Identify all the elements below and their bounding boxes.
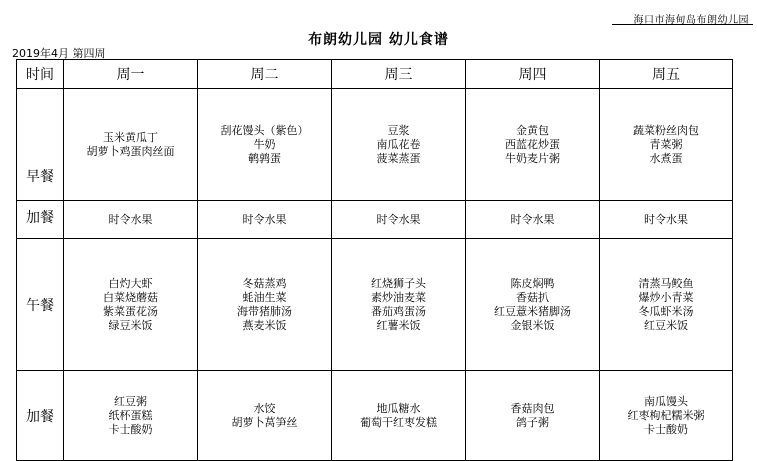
meal-label: 加餐: [17, 201, 64, 239]
dish-item: 水煮蛋: [649, 151, 683, 165]
dish-item: 红薯米饭: [376, 318, 421, 332]
dish-item: 紫菜蛋花汤: [103, 304, 158, 318]
dish-item: 金黄包: [516, 123, 549, 137]
dish-item: 清蒸马鲛鱼: [638, 276, 694, 290]
menu-cell: [198, 239, 332, 371]
menu-cell: [332, 89, 466, 201]
dish-item: 牛奶: [253, 137, 276, 151]
menu-cell: [466, 201, 600, 239]
meal-row-snack-afternoon: [17, 371, 733, 461]
dish-item: 香菇肉包: [510, 401, 555, 415]
dish-item: 时令水果: [644, 212, 688, 226]
dish-item: 番茄鸡蛋汤: [371, 304, 426, 318]
dish-item: 时令水果: [510, 212, 555, 226]
week-label: 2019年4月 第四周: [12, 47, 106, 60]
dish-item: 海带猪肺汤: [237, 304, 292, 318]
header-rule: [612, 24, 753, 25]
dish-item: 素炒油麦菜: [371, 290, 426, 304]
dish-item: 冬瓜虾米汤: [638, 304, 694, 318]
kindergarten-address-header: 海口市海甸岛布朗幼儿园: [633, 15, 749, 26]
dish-item: 牛奶麦片粥: [505, 151, 560, 165]
meal-row-snack-morning: [17, 201, 733, 239]
dish-item: 南瓜馒头: [644, 394, 688, 408]
menu-cell: [198, 201, 332, 239]
menu-cell: [332, 201, 466, 239]
meal-label: 午餐: [17, 239, 64, 371]
dish-item: 爆炒小青菜: [638, 290, 694, 304]
day-header-monday: 周一: [64, 60, 198, 89]
dish-item: 红豆米饭: [644, 318, 688, 332]
document-title: 布朗幼儿园 幼儿食谱: [308, 32, 449, 48]
dish-item: 豆浆: [387, 123, 410, 137]
dish-item: 西蓝花炒蛋: [505, 137, 560, 151]
menu-cell: [600, 239, 733, 371]
dish-item: 胡萝卜鸡蛋肉丝面: [86, 144, 175, 158]
menu-cell: [64, 201, 198, 239]
dish-item: 鹌鹑蛋: [248, 151, 281, 165]
meal-label: 加餐: [17, 371, 64, 461]
dish-item: 卡士酸奶: [644, 422, 688, 436]
dish-item: 时令水果: [108, 212, 153, 226]
dish-item: 卡士酸奶: [108, 422, 153, 436]
menu-cell: [198, 371, 332, 461]
dish-item: 绿豆米饭: [108, 318, 153, 332]
dish-item: 蔬菜粉丝肉包: [633, 123, 699, 137]
dish-item: 陈皮焖鸭: [510, 276, 555, 290]
time-header: 时间: [17, 60, 64, 89]
menu-cell: [332, 371, 466, 461]
menu-cell: [64, 371, 198, 461]
menu-cell: [600, 89, 733, 201]
dish-item: 南瓜花卷: [376, 137, 421, 151]
meal-label: 早餐: [17, 89, 64, 201]
dish-item: 红豆粥: [114, 394, 147, 408]
dish-item: 红豆薏米猪脚汤: [494, 304, 571, 318]
table-header-row: [17, 60, 733, 89]
meal-row-breakfast: [17, 89, 733, 201]
day-header-friday: 周五: [600, 60, 733, 89]
dish-item: 燕麦米饭: [242, 318, 287, 332]
day-header-tuesday: 周二: [198, 60, 332, 89]
day-header-wednesday: 周三: [332, 60, 466, 89]
menu-cell: [332, 239, 466, 371]
menu-cell: [466, 371, 600, 461]
dish-item: 红烧狮子头: [371, 276, 426, 290]
dish-item: 纸杯蛋糕: [108, 408, 153, 422]
dish-item: 玉米黄瓜丁: [103, 130, 158, 144]
day-header-thursday: 周四: [466, 60, 600, 89]
dish-item: 白菜烧蘑菇: [103, 290, 158, 304]
menu-cell: [600, 371, 733, 461]
dish-item: 青菜粥: [649, 137, 683, 151]
dish-item: 冬菇蒸鸡: [242, 276, 287, 290]
dish-item: 水饺: [253, 401, 276, 415]
menu-cell: [466, 89, 600, 201]
dish-item: 红枣枸杞糯米粥: [627, 408, 705, 422]
dish-item: 时令水果: [376, 212, 421, 226]
dish-item: 时令水果: [242, 212, 287, 226]
dish-item: 蚝油生菜: [242, 290, 287, 304]
dish-item: 地瓜糖水: [376, 401, 421, 415]
menu-table: [16, 59, 733, 461]
dish-item: 白灼大虾: [108, 276, 153, 290]
dish-item: 金银米饭: [510, 318, 555, 332]
menu-cell: [64, 239, 198, 371]
menu-cell: [466, 239, 600, 371]
menu-cell: [64, 89, 198, 201]
dish-item: 菠菜蒸蛋: [376, 151, 421, 165]
menu-cell: [198, 89, 332, 201]
dish-item: 香菇扒: [516, 290, 549, 304]
dish-item: 刮花馒头（紫色）: [220, 123, 309, 137]
dish-item: 胡萝卜莴笋丝: [231, 415, 298, 429]
meal-row-lunch: [17, 239, 733, 371]
dish-item: 鸽子粥: [516, 415, 549, 429]
menu-cell: [600, 201, 733, 239]
dish-item: 葡萄干红枣发糕: [360, 415, 437, 429]
